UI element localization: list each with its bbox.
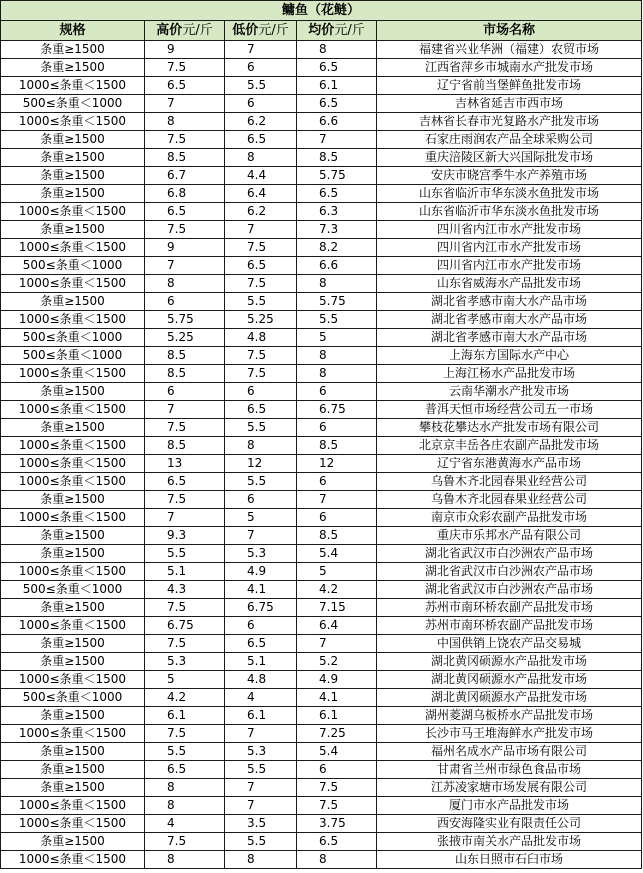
spec-cell: 1000≤条重＜1500 — [1, 113, 145, 131]
avg-price-cell: 6 — [297, 509, 377, 527]
header-low-unit: 元/斤 — [258, 23, 289, 38]
avg-price-cell: 4.9 — [297, 671, 377, 689]
low-price-cell: 5 — [225, 509, 297, 527]
table-row — [1, 779, 642, 797]
high-price-cell: 8 — [145, 797, 225, 815]
spec-cell: 条重≥1500 — [1, 41, 145, 59]
header-high-unit: 元/斤 — [182, 23, 213, 38]
low-price-cell: 5.5 — [225, 419, 297, 437]
low-price-cell: 8 — [225, 851, 297, 869]
low-price-cell: 5.1 — [225, 653, 297, 671]
market-cell: 湖北黄冈硕源水产品批发市场 — [377, 689, 642, 707]
low-price-cell: 5.3 — [225, 743, 297, 761]
table-title: 鳙鱼（花鲢） — [1, 1, 642, 21]
spec-cell: 条重≥1500 — [1, 527, 145, 545]
market-cell: 云南华潮水产批发市场 — [377, 383, 642, 401]
high-price-cell: 7.5 — [145, 635, 225, 653]
header-avg-price — [297, 21, 377, 41]
table-row — [1, 419, 642, 437]
high-price-cell: 8 — [145, 851, 225, 869]
low-price-cell: 5.25 — [225, 311, 297, 329]
table-row — [1, 383, 642, 401]
avg-price-cell: 6.5 — [297, 833, 377, 851]
table-row — [1, 131, 642, 149]
spec-cell: 条重≥1500 — [1, 635, 145, 653]
low-price-cell: 5.5 — [225, 833, 297, 851]
avg-price-cell: 5.4 — [297, 545, 377, 563]
table-row — [1, 563, 642, 581]
low-price-cell: 7.5 — [225, 347, 297, 365]
avg-price-cell: 6.75 — [297, 401, 377, 419]
spec-cell: 1000≤条重＜1500 — [1, 797, 145, 815]
table-row — [1, 617, 642, 635]
low-price-cell: 6.5 — [225, 131, 297, 149]
high-price-cell: 8.5 — [145, 347, 225, 365]
market-cell: 湖北省武汉市白沙洲农产品市场 — [377, 563, 642, 581]
avg-price-cell: 6 — [297, 473, 377, 491]
spec-cell: 500≤条重＜1000 — [1, 689, 145, 707]
spec-cell: 条重≥1500 — [1, 167, 145, 185]
market-cell: 湖北省孝感市南大水产品市场 — [377, 311, 642, 329]
table-row — [1, 311, 642, 329]
header-spec: 规格 — [1, 21, 145, 41]
table-row — [1, 707, 642, 725]
low-price-cell: 6.5 — [225, 257, 297, 275]
table-row — [1, 833, 642, 851]
table-row — [1, 275, 642, 293]
spec-cell: 1000≤条重＜1500 — [1, 275, 145, 293]
market-cell: 普洱天恒市场经营公司五一市场 — [377, 401, 642, 419]
market-cell: 福建省兴业华洲（福建）农贸市场 — [377, 41, 642, 59]
high-price-cell: 5.5 — [145, 545, 225, 563]
table-row — [1, 689, 642, 707]
spec-cell: 500≤条重＜1000 — [1, 347, 145, 365]
market-cell: 吉林省长春市光复路水产批发市场 — [377, 113, 642, 131]
avg-price-cell: 8 — [297, 275, 377, 293]
spec-cell: 条重≥1500 — [1, 743, 145, 761]
table-row — [1, 743, 642, 761]
table-row — [1, 59, 642, 77]
high-price-cell: 7 — [145, 257, 225, 275]
high-price-cell: 9.3 — [145, 527, 225, 545]
high-price-cell: 7.5 — [145, 59, 225, 77]
avg-price-cell: 8.2 — [297, 239, 377, 257]
avg-price-cell: 6.6 — [297, 113, 377, 131]
high-price-cell: 7.5 — [145, 491, 225, 509]
spec-cell: 条重≥1500 — [1, 779, 145, 797]
low-price-cell: 8 — [225, 149, 297, 167]
avg-price-cell: 6 — [297, 383, 377, 401]
spec-cell: 条重≥1500 — [1, 59, 145, 77]
table-row — [1, 455, 642, 473]
avg-price-cell: 6 — [297, 761, 377, 779]
spec-cell: 1000≤条重＜1500 — [1, 311, 145, 329]
table-row — [1, 365, 642, 383]
high-price-cell: 8.5 — [145, 437, 225, 455]
market-cell: 湖北省武汉市白沙洲农产品市场 — [377, 545, 642, 563]
market-cell: 江西省萍乡市城南水产批发市场 — [377, 59, 642, 77]
avg-price-cell: 8.5 — [297, 527, 377, 545]
market-cell: 山东省临沂市华东淡水鱼批发市场 — [377, 185, 642, 203]
spec-cell: 条重≥1500 — [1, 185, 145, 203]
spec-cell: 500≤条重＜1000 — [1, 95, 145, 113]
table-row — [1, 149, 642, 167]
table-row — [1, 797, 642, 815]
high-price-cell: 6.5 — [145, 473, 225, 491]
low-price-cell: 7 — [225, 779, 297, 797]
avg-price-cell: 7.5 — [297, 797, 377, 815]
low-price-cell: 6.2 — [225, 203, 297, 221]
high-price-cell: 5.5 — [145, 743, 225, 761]
spec-cell: 500≤条重＜1000 — [1, 257, 145, 275]
table-row — [1, 77, 642, 95]
market-cell: 四川省内江市水产批发市场 — [377, 239, 642, 257]
high-price-cell: 7.5 — [145, 131, 225, 149]
market-cell: 辽宁省前当堡鲜鱼批发市场 — [377, 77, 642, 95]
spec-cell: 条重≥1500 — [1, 419, 145, 437]
market-cell: 湖北黄冈硕源水产品批发市场 — [377, 671, 642, 689]
low-price-cell: 6.5 — [225, 635, 297, 653]
table-row — [1, 473, 642, 491]
spec-cell: 条重≥1500 — [1, 653, 145, 671]
avg-price-cell: 5.5 — [297, 311, 377, 329]
spec-cell: 条重≥1500 — [1, 383, 145, 401]
low-price-cell: 3.5 — [225, 815, 297, 833]
table-row — [1, 293, 642, 311]
high-price-cell: 6.8 — [145, 185, 225, 203]
high-price-cell: 8 — [145, 113, 225, 131]
low-price-cell: 6 — [225, 617, 297, 635]
market-cell: 长沙市马王堆海鲜水产批发市场 — [377, 725, 642, 743]
high-price-cell: 6.7 — [145, 167, 225, 185]
low-price-cell: 4.8 — [225, 329, 297, 347]
high-price-cell: 6.5 — [145, 77, 225, 95]
avg-price-cell: 8 — [297, 851, 377, 869]
low-price-cell: 6.5 — [225, 401, 297, 419]
avg-price-cell: 6.5 — [297, 185, 377, 203]
low-price-cell: 7.5 — [225, 275, 297, 293]
low-price-cell: 7.5 — [225, 239, 297, 257]
market-cell: 苏州市南环桥农副产品批发市场 — [377, 617, 642, 635]
high-price-cell: 13 — [145, 455, 225, 473]
low-price-cell: 5.5 — [225, 761, 297, 779]
high-price-cell: 7 — [145, 509, 225, 527]
spec-cell: 1000≤条重＜1500 — [1, 473, 145, 491]
avg-price-cell: 8.5 — [297, 437, 377, 455]
avg-price-cell: 5.75 — [297, 167, 377, 185]
low-price-cell: 4.9 — [225, 563, 297, 581]
low-price-cell: 7 — [225, 41, 297, 59]
low-price-cell: 4 — [225, 689, 297, 707]
high-price-cell: 7.5 — [145, 725, 225, 743]
low-price-cell: 4.1 — [225, 581, 297, 599]
market-cell: 攀枝花攀达水产批发市场有限公司 — [377, 419, 642, 437]
avg-price-cell: 6.6 — [297, 257, 377, 275]
header-row — [1, 21, 642, 41]
header-avg-unit: 元/斤 — [334, 23, 365, 38]
high-price-cell: 7 — [145, 401, 225, 419]
table-row — [1, 725, 642, 743]
header-low-label: 低价 — [232, 23, 259, 38]
low-price-cell: 6 — [225, 95, 297, 113]
table-row — [1, 239, 642, 257]
low-price-cell: 5.5 — [225, 77, 297, 95]
high-price-cell: 6 — [145, 383, 225, 401]
avg-price-cell: 6.1 — [297, 77, 377, 95]
market-cell: 苏州市南环桥农副产品批发市场 — [377, 599, 642, 617]
spec-cell: 1000≤条重＜1500 — [1, 437, 145, 455]
spec-cell: 1000≤条重＜1500 — [1, 671, 145, 689]
avg-price-cell: 6.5 — [297, 59, 377, 77]
table-row — [1, 257, 642, 275]
spec-cell: 1000≤条重＜1500 — [1, 509, 145, 527]
table-row — [1, 95, 642, 113]
spec-cell: 条重≥1500 — [1, 761, 145, 779]
spec-cell: 条重≥1500 — [1, 149, 145, 167]
avg-price-cell: 7 — [297, 491, 377, 509]
high-price-cell: 8 — [145, 275, 225, 293]
avg-price-cell: 8 — [297, 347, 377, 365]
market-cell: 湖北省孝感市南大水产品市场 — [377, 293, 642, 311]
low-price-cell: 7 — [225, 797, 297, 815]
table-row — [1, 653, 642, 671]
market-cell: 上海江杨水产品批发市场 — [377, 365, 642, 383]
market-cell: 南京市众彩农副产品批发市场 — [377, 509, 642, 527]
table-row — [1, 185, 642, 203]
high-price-cell: 4 — [145, 815, 225, 833]
spec-cell: 1000≤条重＜1500 — [1, 563, 145, 581]
high-price-cell: 5.3 — [145, 653, 225, 671]
market-cell: 辽宁省东港黄海水产品市场 — [377, 455, 642, 473]
avg-price-cell: 12 — [297, 455, 377, 473]
spec-cell: 条重≥1500 — [1, 545, 145, 563]
header-market: 市场名称 — [377, 21, 642, 41]
high-price-cell: 7.5 — [145, 599, 225, 617]
market-cell: 吉林省延吉市西市场 — [377, 95, 642, 113]
market-cell: 四川省内江市水产批发市场 — [377, 221, 642, 239]
avg-price-cell: 8 — [297, 41, 377, 59]
header-avg-label: 均价 — [308, 23, 335, 38]
table-row — [1, 41, 642, 59]
low-price-cell: 5.3 — [225, 545, 297, 563]
high-price-cell: 4.2 — [145, 689, 225, 707]
high-price-cell: 6.5 — [145, 761, 225, 779]
spec-cell: 1000≤条重＜1500 — [1, 815, 145, 833]
table-row — [1, 581, 642, 599]
spec-cell: 1000≤条重＜1500 — [1, 239, 145, 257]
high-price-cell: 9 — [145, 41, 225, 59]
avg-price-cell: 6.3 — [297, 203, 377, 221]
market-cell: 重庆市乐邦水产品有限公司 — [377, 527, 642, 545]
spec-cell: 条重≥1500 — [1, 131, 145, 149]
low-price-cell: 7 — [225, 221, 297, 239]
table-row — [1, 671, 642, 689]
low-price-cell: 7 — [225, 725, 297, 743]
high-price-cell: 7 — [145, 95, 225, 113]
title-row — [1, 1, 642, 21]
table-row — [1, 545, 642, 563]
table-row — [1, 527, 642, 545]
market-cell: 福州名成水产品市场有限公司 — [377, 743, 642, 761]
spec-cell: 1000≤条重＜1500 — [1, 401, 145, 419]
avg-price-cell: 6.1 — [297, 707, 377, 725]
market-cell: 湖北黄冈硕源水产品批发市场 — [377, 653, 642, 671]
spec-cell: 1000≤条重＜1500 — [1, 455, 145, 473]
header-low-price — [225, 21, 297, 41]
table-row — [1, 851, 642, 869]
market-cell: 江苏凌家塘市场发展有限公司 — [377, 779, 642, 797]
avg-price-cell: 4.1 — [297, 689, 377, 707]
low-price-cell: 6 — [225, 59, 297, 77]
table-row — [1, 113, 642, 131]
market-cell: 甘肃省兰州市绿色食品市场 — [377, 761, 642, 779]
table-row — [1, 437, 642, 455]
market-cell: 乌鲁木齐北园春果业经营公司 — [377, 473, 642, 491]
avg-price-cell: 7 — [297, 635, 377, 653]
avg-price-cell: 8 — [297, 365, 377, 383]
spec-cell: 条重≥1500 — [1, 599, 145, 617]
high-price-cell: 5 — [145, 671, 225, 689]
market-cell: 四川省内江市水产批发市场 — [377, 257, 642, 275]
table-row — [1, 203, 642, 221]
table-row — [1, 815, 642, 833]
table-row — [1, 347, 642, 365]
avg-price-cell: 5.75 — [297, 293, 377, 311]
spec-cell: 1000≤条重＜1500 — [1, 851, 145, 869]
header-high-price — [145, 21, 225, 41]
market-cell: 湖州菱湖乌板桥水产品批发市场 — [377, 707, 642, 725]
low-price-cell: 7.5 — [225, 365, 297, 383]
market-cell: 安庆市晓宫季牛水产养殖市场 — [377, 167, 642, 185]
high-price-cell: 7.5 — [145, 221, 225, 239]
table-row — [1, 491, 642, 509]
low-price-cell: 4.4 — [225, 167, 297, 185]
low-price-cell: 5.5 — [225, 293, 297, 311]
avg-price-cell: 6.4 — [297, 617, 377, 635]
avg-price-cell: 5 — [297, 329, 377, 347]
spec-cell: 500≤条重＜1000 — [1, 581, 145, 599]
market-cell: 石家庄雨润农产品全球采购公司 — [377, 131, 642, 149]
high-price-cell: 5.25 — [145, 329, 225, 347]
table-row — [1, 599, 642, 617]
high-price-cell: 9 — [145, 239, 225, 257]
market-cell: 厦门市水产品批发市场 — [377, 797, 642, 815]
high-price-cell: 7.5 — [145, 833, 225, 851]
market-cell: 张掖市南关水产品批发市场 — [377, 833, 642, 851]
market-cell: 湖北省孝感市南大水产品市场 — [377, 329, 642, 347]
low-price-cell: 8 — [225, 437, 297, 455]
spec-cell: 条重≥1500 — [1, 707, 145, 725]
spec-cell: 1000≤条重＜1500 — [1, 77, 145, 95]
spec-cell: 1000≤条重＜1500 — [1, 617, 145, 635]
header-high-label: 高价 — [156, 23, 183, 38]
spec-cell: 1000≤条重＜1500 — [1, 365, 145, 383]
low-price-cell: 4.8 — [225, 671, 297, 689]
table-row — [1, 221, 642, 239]
low-price-cell: 6.4 — [225, 185, 297, 203]
high-price-cell: 8.5 — [145, 365, 225, 383]
low-price-cell: 6.1 — [225, 707, 297, 725]
table-row — [1, 329, 642, 347]
table-row — [1, 761, 642, 779]
market-cell: 北京京丰岳各庄农副产品批发市场 — [377, 437, 642, 455]
low-price-cell: 6 — [225, 491, 297, 509]
table-row — [1, 401, 642, 419]
market-cell: 湖北省武汉市白沙洲农产品市场 — [377, 581, 642, 599]
market-cell: 重庆涪陵区新大兴国际批发市场 — [377, 149, 642, 167]
high-price-cell: 4.3 — [145, 581, 225, 599]
high-price-cell: 8.5 — [145, 149, 225, 167]
high-price-cell: 6.5 — [145, 203, 225, 221]
low-price-cell: 6.2 — [225, 113, 297, 131]
spec-cell: 1000≤条重＜1500 — [1, 203, 145, 221]
avg-price-cell: 8.5 — [297, 149, 377, 167]
market-cell: 山东省威海水产品批发市场 — [377, 275, 642, 293]
low-price-cell: 6.75 — [225, 599, 297, 617]
low-price-cell: 6 — [225, 383, 297, 401]
avg-price-cell: 4.2 — [297, 581, 377, 599]
low-price-cell: 12 — [225, 455, 297, 473]
high-price-cell: 6.1 — [145, 707, 225, 725]
high-price-cell: 8 — [145, 779, 225, 797]
avg-price-cell: 7.15 — [297, 599, 377, 617]
low-price-cell: 7 — [225, 527, 297, 545]
avg-price-cell: 5 — [297, 563, 377, 581]
market-cell: 山东日照市石臼市场 — [377, 851, 642, 869]
market-cell: 西安海隆实业有限责任公司 — [377, 815, 642, 833]
market-cell: 中国供销上饶农产品交易城 — [377, 635, 642, 653]
avg-price-cell: 6 — [297, 419, 377, 437]
avg-price-cell: 5.4 — [297, 743, 377, 761]
spec-cell: 条重≥1500 — [1, 833, 145, 851]
spec-cell: 条重≥1500 — [1, 221, 145, 239]
avg-price-cell: 7.25 — [297, 725, 377, 743]
spec-cell: 条重≥1500 — [1, 491, 145, 509]
avg-price-cell: 7.3 — [297, 221, 377, 239]
avg-price-cell: 6.5 — [297, 95, 377, 113]
market-cell: 乌鲁木齐北园春果业经营公司 — [377, 491, 642, 509]
high-price-cell: 5.1 — [145, 563, 225, 581]
market-cell: 山东省临沂市华东淡水鱼批发市场 — [377, 203, 642, 221]
spec-cell: 条重≥1500 — [1, 293, 145, 311]
table-row — [1, 635, 642, 653]
high-price-cell: 5.75 — [145, 311, 225, 329]
table-row — [1, 509, 642, 527]
spec-cell: 1000≤条重＜1500 — [1, 725, 145, 743]
high-price-cell: 6.75 — [145, 617, 225, 635]
high-price-cell: 6 — [145, 293, 225, 311]
avg-price-cell: 5.2 — [297, 653, 377, 671]
low-price-cell: 5.5 — [225, 473, 297, 491]
high-price-cell: 7.5 — [145, 419, 225, 437]
avg-price-cell: 7.5 — [297, 779, 377, 797]
spec-cell: 500≤条重＜1000 — [1, 329, 145, 347]
table-row — [1, 167, 642, 185]
avg-price-cell: 7 — [297, 131, 377, 149]
avg-price-cell: 3.75 — [297, 815, 377, 833]
market-cell: 上海东方国际水产中心 — [377, 347, 642, 365]
